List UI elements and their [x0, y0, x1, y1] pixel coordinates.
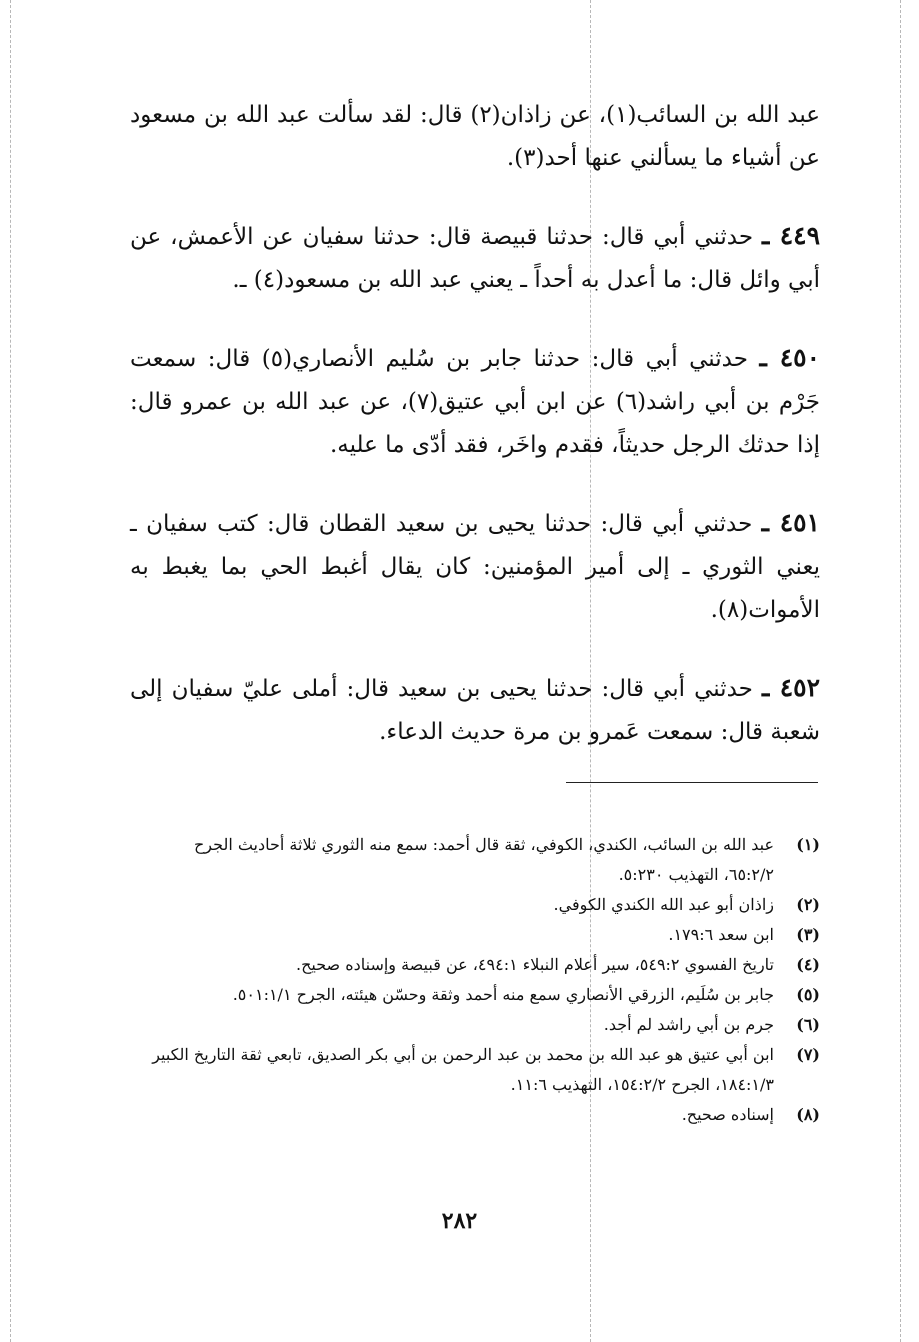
footnote-text: جابر بن سُلَيم، الزرقي الأنصاري سمع منه أحمد وثقة وحسّن هيئته، الجرح ٥٠١:١/١.	[232, 985, 774, 1004]
footnote-number: (٣)	[796, 925, 820, 944]
hadith-number: ٤٤٩ ـ	[762, 221, 821, 250]
footnote-number: (٨)	[796, 1105, 820, 1124]
footnote	[140, 1040, 820, 1100]
footnote-text: عبد الله بن السائب، الكندي، الكوفي، ثقة قال أحمد: سمع منه الثوري ثلاثة أحاديث الجرح ٦٥:٢/٢، التهذيب ٥:٢٣٠.	[193, 835, 774, 884]
footnote-separator	[566, 782, 818, 783]
page-number: ٢٨٢	[441, 1208, 478, 1234]
paragraph	[130, 336, 820, 467]
paragraph	[130, 92, 820, 180]
scan-guide-line-left	[10, 0, 11, 1342]
paragraph-text: عبد الله بن السائب(١)، عن زاذان(٢) قال: لقد سألت عبد الله بن مسعود عن أشياء ما يسألني عنها أحد(٣).	[130, 102, 820, 171]
footnote	[140, 950, 820, 980]
paragraph-text: حدثني أبي قال: حدثنا قبيصة قال: حدثنا سفيان عن الأعمش، عن أبي وائل قال: ما أعدل به أحداً ـ يعني عبد الله بن مسعود(٤) ـ.	[130, 224, 820, 293]
paragraph	[130, 666, 820, 754]
footnote-text: تاريخ الفسوي ٥٤٩:٢، سير أعلام النبلاء ٤٩٤:١، عن قبيصة وإسناده صحيح.	[295, 955, 774, 974]
footnote-text: جرم بن أبي راشد لم أجد.	[603, 1015, 774, 1034]
footnote-number: (١)	[796, 835, 820, 854]
paragraph	[130, 501, 820, 632]
footnote	[140, 830, 820, 890]
footnote-text: زاذان أبو عبد الله الكندي الكوفي.	[553, 895, 774, 914]
footnote-text: ابن أبي عتيق هو عبد الله بن محمد بن عبد الرحمن بن أبي بكر الصديق، تابعي ثقة التاريخ الكبير ١٨٤:١/٣، الجرح ١٥٤:٢/٢، التهذيب ١١:٦.	[152, 1045, 774, 1094]
footnote-number: (٢)	[796, 895, 820, 914]
hadith-number: ٤٥٠ ـ	[759, 343, 821, 372]
footnote-number: (٤)	[796, 955, 820, 974]
scan-guide-line-right	[900, 0, 901, 1342]
footnote	[140, 1010, 820, 1040]
main-text	[130, 92, 820, 788]
hadith-number: ٤٥١ ـ	[761, 508, 820, 537]
paragraph-text: حدثني أبي قال: حدثنا يحيى بن سعيد القطان قال: كتب سفيان ـ يعني الثوري ـ إلى أمير المؤمنين: كان يقال أغبط الحي بما يغبط به الأموات(٨).	[130, 511, 820, 623]
footnote	[140, 920, 820, 950]
footnote-number: (٧)	[796, 1045, 820, 1064]
paragraph-text: حدثني أبي قال: حدثنا يحيى بن سعيد قال: أملى عليّ سفيان إلى شعبة قال: سمعت عَمرو بن مرة حديث الدعاء.	[130, 676, 820, 745]
footnote	[140, 890, 820, 920]
footnote-number: (٥)	[796, 985, 820, 1004]
footnote-text: إسناده صحيح.	[681, 1105, 774, 1124]
footnote-text: ابن سعد ١٧٩:٦.	[668, 925, 774, 944]
footnote-number: (٦)	[796, 1015, 820, 1034]
hadith-number: ٤٥٢ ـ	[761, 673, 821, 702]
footnote	[140, 980, 820, 1010]
footnotes	[140, 830, 820, 1130]
paragraph	[130, 214, 820, 302]
paragraph-text: حدثني أبي قال: حدثنا جابر بن سُليم الأنصاري(٥) قال: سمعت جَرْم بن أبي راشد(٦) عن ابن أبي عتيق(٧)، عن عبد الله بن عمرو قال: إذا حدثك الرجل حديثاً، فقدم واخَر، فقد أدّى ما عليه.	[130, 346, 820, 458]
footnote	[140, 1100, 820, 1130]
